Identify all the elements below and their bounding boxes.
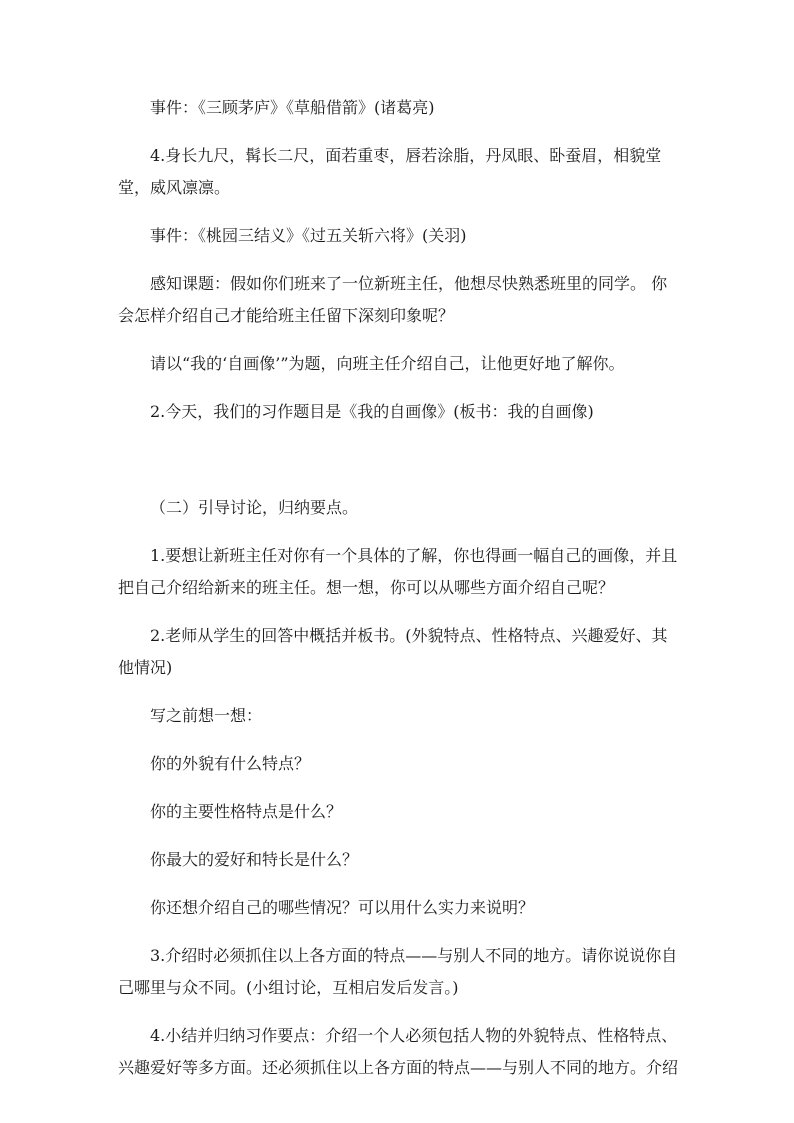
paragraph-step-4: 4.小结并归纳习作要点：介绍一个人必须包括人物的外貌特点、性格特点、兴趣爱好等多方面。还必须抓住以上各方面的特点——与别人不同的地方。介绍 bbox=[118, 1026, 679, 1077]
paragraph-guanyu-description: 4.身长九尺，髯长二尺，面若重枣，唇若涂脂，丹凤眼、卧蚕眉，相貌堂堂，威风凛凛。 bbox=[118, 146, 662, 197]
question-hobbies: 你最大的爱好和特长是什么？ bbox=[150, 850, 359, 869]
paragraph-perceive-topic: 感知课题：假如你们班来了一位新班主任，他想尽快熟悉班里的同学。 你会怎样介绍自己才能给班主任留下深刻印象呢？ bbox=[118, 274, 668, 325]
paragraph-step-3: 3.介绍时必须抓住以上各方面的特点——与别人不同的地方。请你说说你自己哪里与众不同。(小组讨论，互相启发后发言。) bbox=[118, 946, 678, 997]
paragraph-step-1: 1.要想让新班主任对你有一个具体的了解，你也得画一幅自己的画像，并且把自己介绍给新来的班主任。想一想，你可以从哪些方面介绍自己呢？ bbox=[118, 546, 678, 597]
question-personality: 你的主要性格特点是什么？ bbox=[150, 802, 343, 821]
paragraph-step-2: 2.老师从学生的回答中概括并板书。(外貌特点、性格特点、兴趣爱好、其他情况) bbox=[118, 626, 668, 677]
paragraph-event-zhuge: 事件：《三顾茅庐》《草船借箭》(诸葛亮) bbox=[150, 98, 435, 117]
section-gap bbox=[118, 444, 678, 492]
paragraph-event-guanyu: 事件：《桃园三结义》《过五关斩六将》(关羽) bbox=[150, 226, 467, 245]
document-body bbox=[118, 92, 678, 1100]
section-heading-discussion: （二）引导讨论，归纳要点。 bbox=[150, 498, 359, 517]
question-appearance: 你的外貌有什么特点？ bbox=[150, 754, 311, 773]
paragraph-title-instruction: 请以“我的‘自画像’”为题，向班主任介绍自己，让他更好地了解你。 bbox=[150, 354, 625, 373]
question-other-info: 你还想介绍自己的哪些情况？可以用什么实力来说明？ bbox=[150, 898, 535, 917]
paragraph-todays-topic: 2.今天，我们的习作题目是《我的自画像》(板书：我的自画像) bbox=[150, 402, 594, 421]
paragraph-think-before-writing: 写之前想一想： bbox=[150, 706, 263, 725]
